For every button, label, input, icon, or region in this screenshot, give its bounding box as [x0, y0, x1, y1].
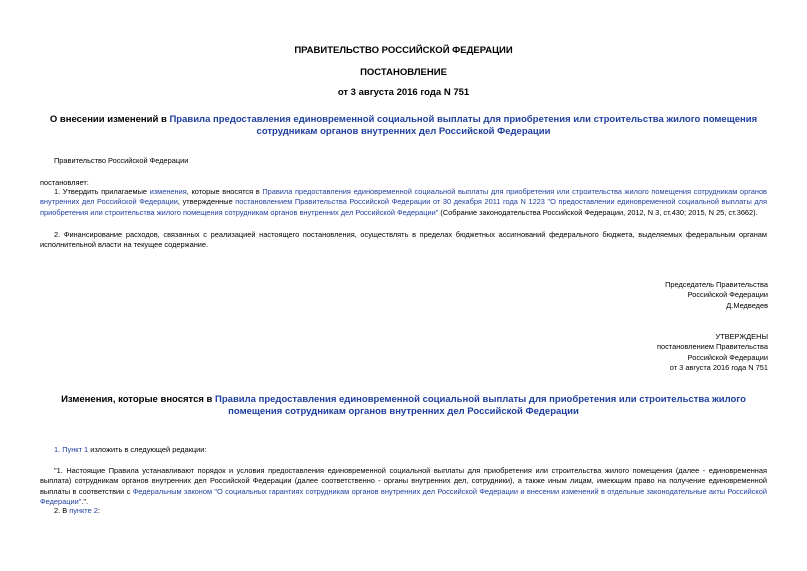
- approval-line-1: УТВЕРЖДЕНЫ: [715, 332, 768, 341]
- signature-line-3: Д.Медведев: [726, 300, 768, 310]
- approval-line-3: Российской Федерации: [687, 352, 768, 362]
- decides-label: постановляет:: [40, 178, 89, 187]
- p1-text-3: , утвержденные: [177, 197, 236, 207]
- changes-link[interactable]: изменения: [149, 187, 187, 196]
- quote-text-1: "1. Настоящие Правила устанавливают порядок и условия предоставления единовременной социальной выплаты для приобретения или строительства жилого помещения (далее - единовременная выплата) сотрудникам органов внутренних дел Российской Федерации (далее соответственно - органы внутренних дел, сотрудники), а также иным лицам, имеющим право на получение единовременной выплаты в соответствии с: [40, 466, 767, 496]
- change-item-2-end: :: [97, 506, 100, 515]
- approval-line-2: постановлением Правительства: [657, 342, 768, 352]
- change-item-1-text: изложить в следующей редакции:: [88, 445, 207, 454]
- change-item-2-text: 2. В: [54, 506, 70, 515]
- resolution-1223-link[interactable]: постановлением Правительства Российской Федерации от 30 декабря 2011 года N 1223 "О предоставлении единовременной социальной выплаты для приобретения или строительства жилого помещения сотрудникам органов внутренних дел Российской Федерации": [40, 197, 767, 217]
- p1-text-1: 1. Утвердить прилагаемые: [54, 187, 150, 196]
- title-rules-link[interactable]: Правила предоставления единовременной социальной выплаты для приобретения или строительства жилого помещения сотрудникам органов внутренних дел Российской Федерации: [169, 114, 758, 137]
- government-heading: ПРАВИТЕЛЬСТВО РОССИЙСКОЙ ФЕДЕРАЦИИ: [294, 45, 513, 56]
- signature-line-2: Российской Федерации: [687, 290, 768, 300]
- point-1-link[interactable]: 1. Пункт 1: [54, 445, 89, 454]
- document-type-heading: ПОСТАНОВЛЕНИЕ: [360, 67, 447, 78]
- change-item-1: [54, 445, 206, 455]
- title-prefix: О внесении изменений в: [49, 114, 170, 125]
- government-label: Правительство Российской Федерации: [54, 156, 189, 165]
- p1-text-4: (Собрание законодательства Российской Федерации, 2012, N 3, ст.430; 2015, N 25, ст.3662).: [438, 207, 758, 217]
- document-title: [40, 114, 767, 138]
- change-item-2: [54, 506, 100, 516]
- quote-text-2: .".: [81, 497, 89, 507]
- p1-text-2: , которые вносятся в: [186, 187, 263, 196]
- federal-law-link[interactable]: Федеральным законом "О социальных гарантиях сотрудникам органов внутренних дел Российской Федерации и внесении изменений в отдельные законодательные акты Российской Федерации": [40, 486, 767, 507]
- changes-title-rules-link[interactable]: Правила предоставления единовременной социальной выплаты для приобретения или строительства жилого помещения сотрудникам органов внутренних дел Российской Федерации: [215, 394, 746, 417]
- point-2-link[interactable]: пункте 2: [69, 506, 98, 515]
- change-item-1-quote: [40, 466, 767, 508]
- paragraph-1: [40, 187, 767, 218]
- signature-block: [665, 280, 768, 311]
- signature-line-1: Председатель Правительства: [665, 280, 768, 289]
- approval-line-4: от 3 августа 2016 года N 751: [669, 363, 768, 373]
- rules-link[interactable]: Правила предоставления единовременной социальной выплаты для приобретения или строительства жилого помещения сотрудникам органов внутренних дел Российской Федерации: [40, 187, 767, 207]
- document-date-number: от 3 августа 2016 года N 751: [337, 87, 470, 98]
- paragraph-2: 2. Финансирование расходов, связанных с реализацией настоящего постановления, осуществлять в пределах бюджетных ассигнований федерального бюджета, выделяемых федеральным органам исполнительной власти на текущее содержание.: [40, 230, 767, 250]
- changes-title-prefix: Изменения, которые вносятся в: [61, 394, 216, 405]
- approval-block: [657, 332, 768, 374]
- changes-title: [40, 394, 767, 418]
